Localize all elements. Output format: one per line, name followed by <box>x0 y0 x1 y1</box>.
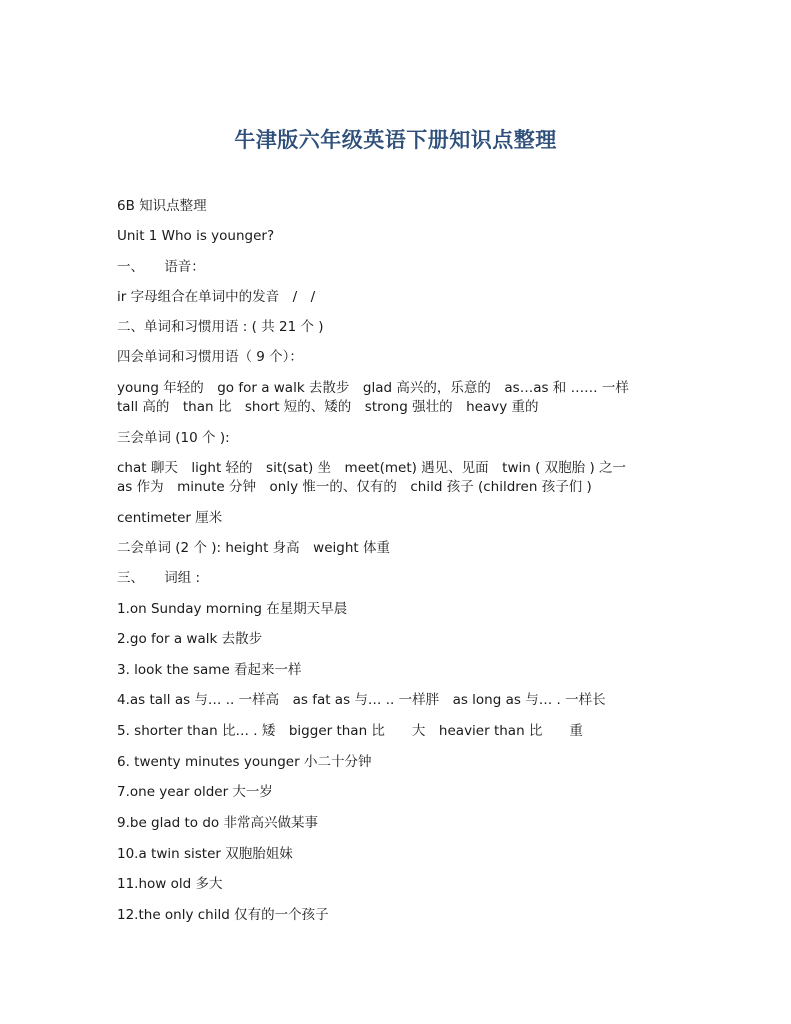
phrase-item: 5. shorter than 比… . 矮 bigger than 比 大 heavier than 比 重 <box>117 723 583 739</box>
phrase-item: 12.the only child 仅有的一个孩子 <box>117 907 329 923</box>
phrase-item: 7.one year older 大一岁 <box>117 784 273 800</box>
unit-heading: Unit 1 Who is younger? <box>117 228 275 244</box>
vocabulary-list-3-line-2: as 作为 minute 分钟 only 惟一的、仅有的 child 孩子 (children 孩子们 ) <box>117 479 592 495</box>
phrase-item: 11.how old 多大 <box>117 876 223 892</box>
pronunciation-text: ir 字母组合在单词中的发音 / / <box>117 289 316 305</box>
phrase-item: 1.on Sunday morning 在星期天早晨 <box>117 601 348 617</box>
vocabulary-list-4-line-1: young 年轻的 go for a walk 去散步 glad 高兴的，乐意的 as…as 和 …… 一样 <box>117 380 629 396</box>
phrase-item: 9.be glad to do 非常高兴做某事 <box>117 815 318 831</box>
section-pronunciation: 一、 语音： <box>117 259 205 275</box>
page-title: 牛津版六年级英语下册知识点整理 <box>234 127 557 152</box>
vocabulary-list-3-line-3: centimeter 厘米 <box>117 510 223 526</box>
section-vocabulary: 二、单词和习惯用语 : ( 共 21 个 ) <box>117 319 324 335</box>
phrase-item: 2.go for a walk 去散步 <box>117 631 263 647</box>
vocabulary-level-2: 二会单词 (2 个 ): height 身高 weight 体重 <box>117 540 390 556</box>
phrase-item: 10.a twin sister 双胞胎姐妹 <box>117 846 293 862</box>
section-phrases: 三、 词组 : <box>117 570 201 586</box>
vocabulary-list-4-line-2: tall 高的 than 比 short 短的、矮的 strong 强壮的 heavy 重的 <box>117 399 539 415</box>
phrase-item: 6. twenty minutes younger 小二十分钟 <box>117 754 372 770</box>
vocabulary-level-3: 三会单词 (10 个 ): <box>117 430 230 446</box>
vocabulary-list-3-line-1: chat 聊天 light 轻的 sit(sat) 坐 meet(met) 遇见、见面 twin ( 双胞胎 ) 之一 <box>117 460 627 476</box>
section-heading: 6B 知识点整理 <box>117 198 207 214</box>
phrase-item: 4.as tall as 与… .. 一样高 as fat as 与… .. 一样胖 as long as 与… . 一样长 <box>117 692 606 708</box>
phrase-item: 3. look the same 看起来一样 <box>117 662 302 678</box>
vocabulary-level-4: 四会单词和习惯用语（ 9 个）： <box>117 349 303 365</box>
